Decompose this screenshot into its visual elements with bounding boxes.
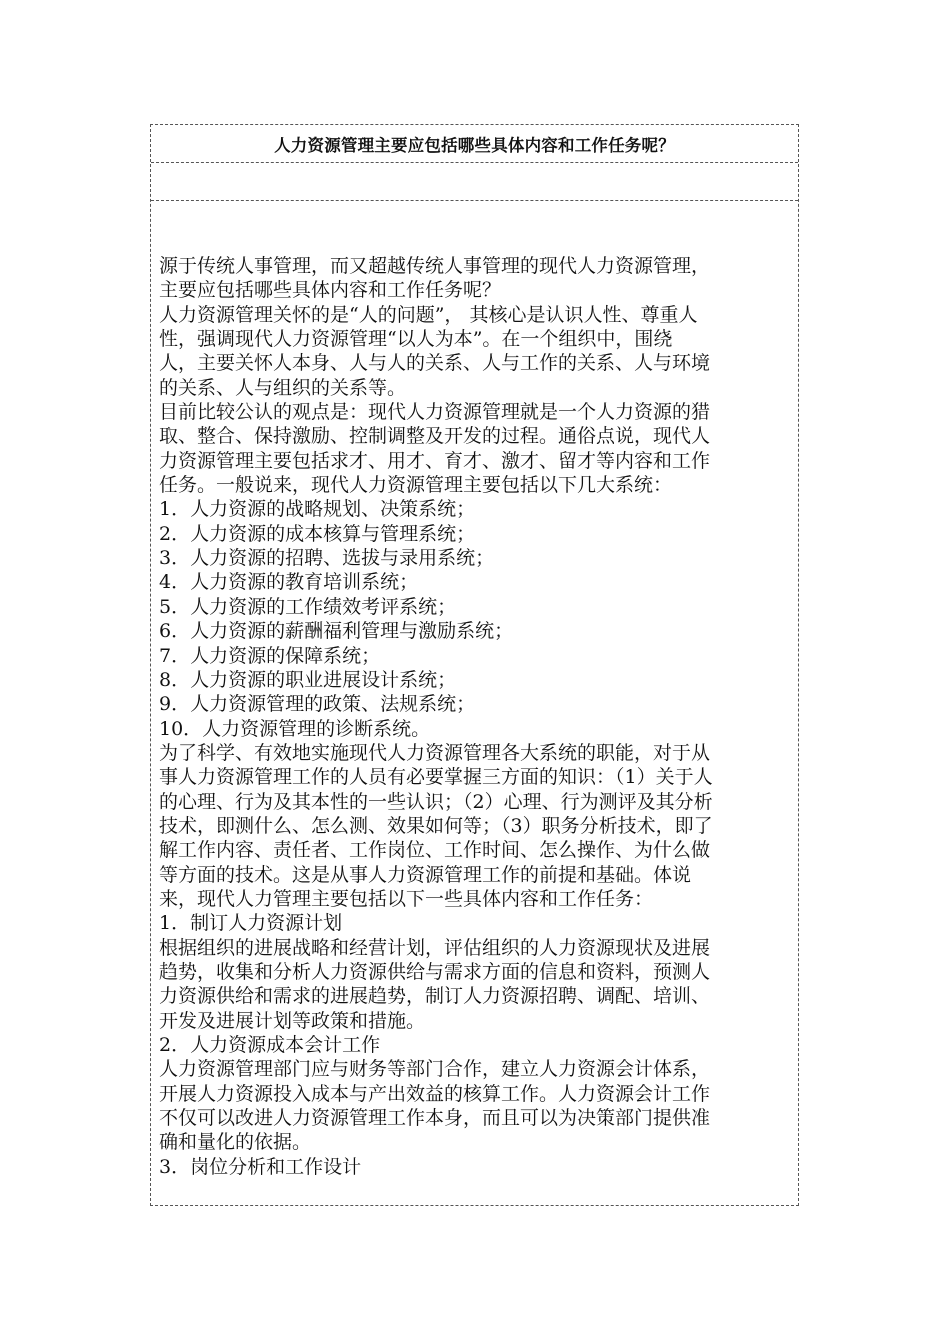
system-item-6: 6．人力资源的薪酬福利管理与激励系统；: [159, 620, 514, 643]
section-heading-1: 1．制订人力资源计划: [159, 912, 343, 935]
section-heading-2: 2．人力资源成本会计工作: [159, 1034, 381, 1056]
body-cell: [151, 201, 798, 1179]
paragraph-common-view: 目前比较公认的观点是：现代人力资源管理就是一个人力资源的猎 取、整合、保持激励、控制调整及开发的过程。通俗点说，现代人 力资源管理主要包括求才、用才、育才、激才、留才等内容和工作 任务。一般说来，现代人力资源管理主要包括以下几大系统：: [159, 401, 711, 497]
document-table: [150, 124, 799, 1206]
system-item-1: 1．人力资源的战略规划、决策系统；: [159, 498, 476, 521]
paragraph-core-concern: 人力资源管理关怀的是“人的问题”， 其核心是认识人性、尊重人 性，强调现代人力资源管理“以人为本”。在一个组织中，围绕 人，主要关怀人本身、人与人的关系、人与工作的关系、人与环境 的关系、人与组织的关系等。: [159, 303, 711, 399]
section-heading-3: 3．岗位分析和工作设计: [159, 1155, 362, 1178]
title-row: [151, 125, 798, 163]
section-body-1: 根据组织的进展战略和经营计划，评估组织的人力资源现状及进展 趋势，收集和分析人力资源供给与需求方面的信息和资料，预测人 力资源供给和需求的进展趋势，制订人力资源招聘、调配、培训、 开发及进展计划等政策和措施。: [159, 936, 711, 1032]
document-title: 人力资源管理主要应包括哪些具体内容和工作任务呢？: [274, 135, 675, 155]
system-item-8: 8．人力资源的职业进展设计系统；: [159, 668, 457, 691]
paragraph-knowledge: 为了科学、有效地实施现代人力资源管理各大系统的职能，对于从 事人力资源管理工作的人员有必要掌握三方面的知识：（1）关于人 的心理、行为及其本性的一些认识；（2）心理、行为测评及其分析 技术，即测什么、怎么测、效果如何等；（3）职务分析技术，即了 解工作内容、责任者、工作岗位、工作时间、怎么操作、为什么做 等方面的技术。这是从事人力资源管理工作的前提和基础。体说 来，现代人力管理主要包括以下一些具体内容和工作任务：: [159, 741, 713, 910]
paragraph-intro: 源于传统人事管理，而又超越传统人事管理的现代人力资源管理， 主要应包括哪些具体内容和工作任务呢？: [159, 255, 711, 302]
system-item-9: 9．人力资源管理的政策、法规系统；: [159, 693, 476, 716]
empty-row: [151, 163, 798, 201]
system-item-2: 2．人力资源的成本核算与管理系统；: [159, 522, 476, 545]
system-item-5: 5．人力资源的工作绩效考评系统；: [159, 595, 457, 618]
section-body-2: 人力资源管理部门应与财务等部门合作，建立人力资源会计体系， 开展人力资源投入成本与产出效益的核算工作。人力资源会计工作 不仅可以改进人力资源管理工作本身，而且可以为决策部门提供准 确和量化的依据。: [159, 1058, 711, 1154]
system-item-4: 4．人力资源的教育培训系统；: [159, 571, 419, 594]
system-item-3: 3．人力资源的招聘、选拔与录用系统；: [159, 547, 495, 570]
system-item-10: 10．人力资源管理的诊断系统。: [159, 717, 431, 740]
system-item-7: 7．人力资源的保障系统；: [159, 644, 381, 667]
